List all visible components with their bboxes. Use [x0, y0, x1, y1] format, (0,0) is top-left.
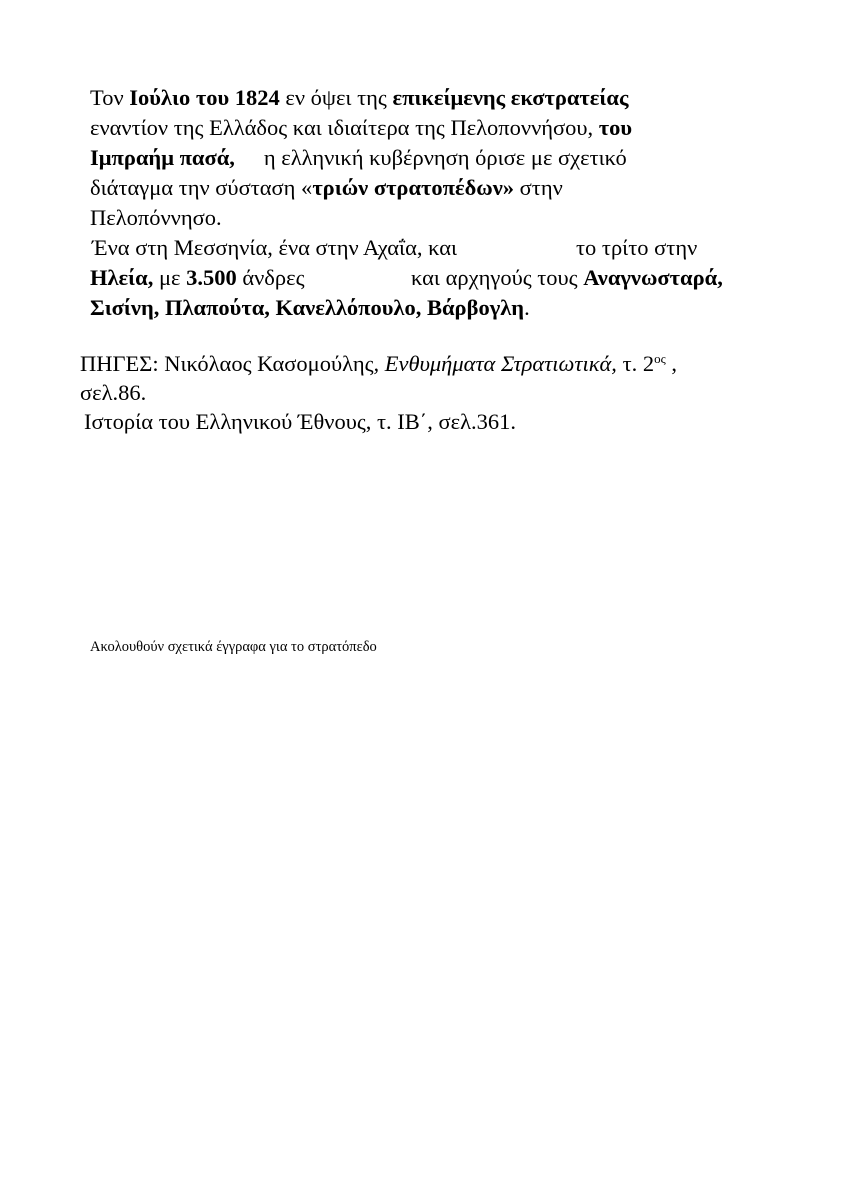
- text: ,: [665, 351, 678, 376]
- bold-leaders: Σισίνη, Πλαπούτα, Κανελλόπουλο, Βάρβογλη: [90, 295, 525, 320]
- text: άνδρες: [236, 265, 305, 290]
- text: στην: [514, 175, 563, 200]
- text: Ένα στη Μεσσηνία, ένα στην Αχαΐα, και: [92, 235, 458, 260]
- bold-campaign: επικείμενης εκστρατείας: [392, 85, 629, 110]
- bold-leader: Αναγνωσταρά,: [583, 265, 723, 290]
- text: το τρίτο στην: [576, 235, 698, 260]
- text: Πελοπόννησο.: [90, 205, 222, 230]
- paragraph2-line3: [90, 294, 530, 322]
- paragraph1-line4: [90, 174, 563, 202]
- bold-number: 3.500: [186, 265, 237, 290]
- text: εναντίον της Ελλάδος και ιδιαίτερα της Πελοποννήσου,: [90, 115, 599, 140]
- text: διάταγμα την σύσταση «: [90, 175, 313, 200]
- paragraph1-line5: [90, 204, 222, 232]
- superscript: ος: [654, 351, 666, 366]
- paragraph2-line1-tail: [576, 234, 697, 262]
- text: με: [153, 265, 187, 290]
- text: η ελληνική κυβέρνηση όρισε με σχετικό: [263, 145, 627, 170]
- text: και αρχηγούς τους: [411, 265, 584, 290]
- footer-note: Ακολουθούν σχετικά έγγραφα για το στρατόπεδο: [90, 639, 377, 655]
- text: Τον: [90, 85, 130, 110]
- text: τ. 2: [616, 351, 655, 376]
- bold-date: Ιούλιο του 1824: [129, 85, 280, 110]
- text: εν όψει της: [279, 85, 393, 110]
- italic-title: Ενθυμήματα Στρατιωτικά,: [384, 351, 617, 376]
- sources-line2: [80, 379, 146, 407]
- bold-text: του: [598, 115, 633, 140]
- text: .: [524, 295, 530, 320]
- paragraph2-line1: [92, 234, 457, 262]
- bold-ilia: Ηλεία,: [90, 265, 154, 290]
- sources-line3: [84, 408, 516, 436]
- paragraph2-line2: [90, 264, 305, 292]
- text: σελ.86.: [80, 380, 147, 405]
- paragraph1-line1: [90, 84, 628, 112]
- bold-ibrahim: Ιμπραήμ πασά,: [90, 145, 235, 170]
- paragraph1-line2: [90, 114, 632, 142]
- sources-line1: [80, 350, 677, 378]
- italic-text: ,: [373, 351, 385, 376]
- paragraph2-line2-tail: [411, 264, 723, 292]
- text: Ιστορία του Ελληνικού Έθνους, τ. ΙΒ΄, σελ.361.: [84, 409, 517, 434]
- bold-camps: τριών στρατοπέδων»: [312, 175, 515, 200]
- text: ΠΗΓΕΣ: Νικόλαος Κασομούλης: [80, 351, 374, 376]
- paragraph1-line3: [90, 144, 627, 172]
